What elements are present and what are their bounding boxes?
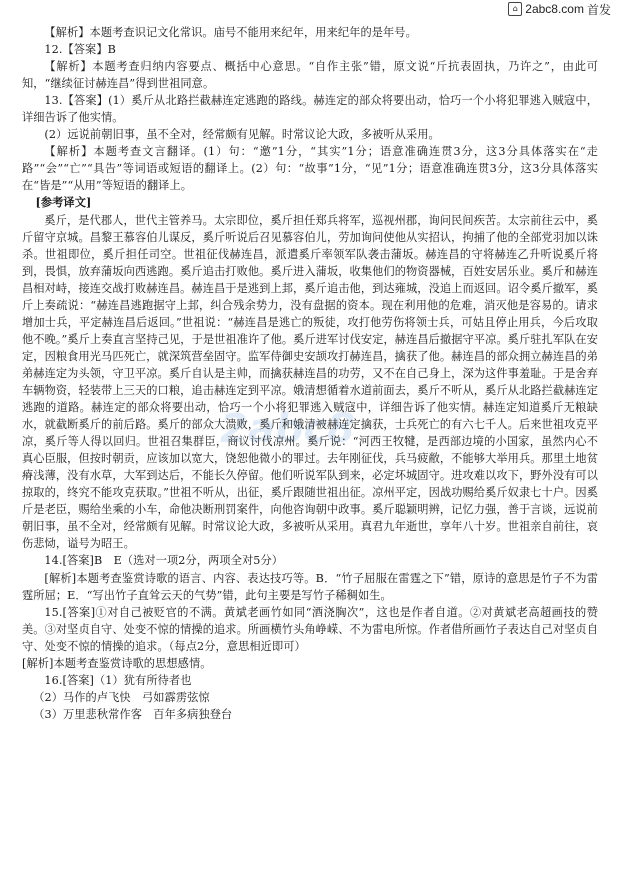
paragraph: 【解析】本题考查文言翻译。(1）句：“邀”1分，“其实”1分；语意准确连贯3分，这3分具体落实在“走路”“会”“亡”“具告”等词语或短语的翻译上。(2）句：“故事”1分，“见”1分；语意准确连贯3分，这3分具体落实在“皆是”“从用”等短语的翻译上。	[22, 145, 598, 193]
paragraph: 14.[答案]B E（选对一项2分，两项全对5分）	[44, 554, 284, 568]
paragraph: 奚斤，是代郡人，世代主管养马。太宗即位，奚斤担任郑兵将军，巡视州郡，询问民间疾苦。太宗前往云中，奚斤留守京城。昌黎王慕容伯儿谋反，奚斤听说后召见慕容伯儿，劳加询问使他从实招认，拘捕了他的全部党羽加以诛杀。世祖即位，奚斤担任司空。世祖征伐赫连昌，派遣奚斤率领军队袭击蒲坂。赫连昌的守将赫连乙升听说奚斤将到，畏惧，放弃蒲坂向西逃跑。奚斤追击打败他。奚斤进入蒲坂，收集他们的物资器械，百姓安居乐业。奚斤和赫连昌相对峙，接连交战打败赫连昌。赫连昌于是逃到上邽，奚斤追击他，到达雍城，没追上而返回。诏令奚斤撤军，奚斤上奏疏说：“赫连昌逃跑据守上邽，纠合残余势力，没有盘据的资本。现在利用他的危难，消灭他是容易的。请求增加士兵，平定赫连昌后返回。”世祖说：“赫连昌是逃亡的叛徒，攻打他劳伤将领士兵，可姑且停止用兵，今后攻取他不晚。”奚斤上奏直言坚持己见，于是世祖准许了他。奚斤进军讨伐安定，赫连昌后撤据守平凉。奚斤驻扎军队在安定，因粮食用光马匹死亡，就深筑营垒固守。监军侍御史安颉攻打赫连昌，擒获了他。赫连昌的部众拥立赫连昌的弟弟赫连定为头领，守卫平凉。奚斤自认是主帅，而擒获赫连昌的功劳，又不在自己身上，深为这件事羞耻。于是舍弃车辆物资，轻装带上三天的口粮，追击赫连定到平凉。娥清想循着水道前面去，奚斤不听从，奚斤从北路拦截赫连定逃跑的道路。赫连定的部众将要出动，恰巧一个小将犯罪逃入贼寇中，详细告诉了他实情。赫连定知道奚斤无粮缺水，就截断奚斤的前后路。奚斤的部众大溃败，奚斤和娥清被赫连定擒获，士兵死亡的有六七千人。后来世祖攻克平凉，奚斤等人得以回归。世祖召集群臣，商议讨伐凉州。奚斤说：“河西王牧犍，是西部边境的小国家，虽然内心不真心臣服，但按时朝贡，应该加以宽大，饶恕他微小的罪过。去年刚征伐，兵马疲敝，不能够大举用兵。那里土地贫瘠浅薄，没有水草，大军到达后，不能长久停留。他们听说军队到来，必定坏城固守。进攻难以攻下，野外没有可以掠取的，终究不能攻克获取。”世祖不听从，出征，奚斤跟随世祖出征。凉州平定，因战功赐给奚斤奴隶七十户。因奚斤是老臣，赐给坐乘的小车，命他决断刑罚案件，向他咨询朝中政事。奚斤聪颖明辨，记忆力强，善于言谈，远说前朝旧事，虽不全对，经常颇有见解。时常议论大政，多被听从采用。真君九年逝世，享年八十岁。世祖亲自前往，哀伤悲恸，谥号为昭王。	[22, 213, 598, 551]
paragraph: 【解析】本题考查归纳内容要点、概括中心意思。“自作主张”错，原文说“斤抗表固执，乃许之”，由此可知，“继续征讨赫连昌”得到世祖同意。	[22, 60, 598, 91]
answer-key-page	[22, 24, 598, 723]
paragraph: 【解析】本题考查识记文化常识。庙号不能用来纪年，用来纪年的是年号。	[44, 26, 417, 39]
paragraph: [解析]本题考查鉴赏诗歌的语言、内容、表达技巧等。B．“竹子屈服在雷霆之下”错，原诗的意思是竹子不为雷霆所屈；E．“写出竹子直耸云天的气势”错，此句主要是写竹子稀稠如生。	[22, 571, 598, 602]
site-url[interactable]: 2abc8.com	[525, 2, 584, 16]
site-home-label[interactable]: 首发	[586, 2, 611, 17]
paragraph: 16.[答案]（1）犹有所待者也	[44, 673, 192, 687]
watermark-text: 2abc8	[220, 406, 355, 452]
site-header	[508, 0, 611, 18]
paragraph: 12.【答案】B	[44, 43, 116, 57]
paragraph: (2）远说前朝旧事，虽不全对，经常颇有见解。时常议论大政，多被听从采用。	[44, 128, 440, 142]
section-heading: [参考译文]	[35, 195, 92, 210]
paragraph: 15.[答案]①对自己被贬官的不满。黄斌老画竹如同“酒浇胸次”，这也是作者自道。②对黄斌老高超画技的赞美。③对坚贞自守、处变不惊的情操的追求。所画横竹头角峥嵘、不为雷电所惊。作者借所画竹子表达自己对坚贞自守、处变不惊的情操的追求。（每点2分，意思相近即可）	[22, 605, 598, 653]
house-icon: ⌂	[508, 2, 522, 16]
paragraph: （3）万里悲秋常作客 百年多病独登台	[33, 707, 233, 721]
paragraph: 13.【答案】(1）奚斤从北路拦截赫连定逃跑的路线。赫连定的部众将要出动，恰巧一个小将犯罪逃入贼寇中，详细告诉了他实情。	[22, 94, 598, 125]
paragraph: （2）马作的卢飞快 弓如霹雳弦惊	[33, 690, 210, 704]
paragraph: [解析]本题考查鉴赏诗歌的思想感情。	[22, 656, 212, 670]
